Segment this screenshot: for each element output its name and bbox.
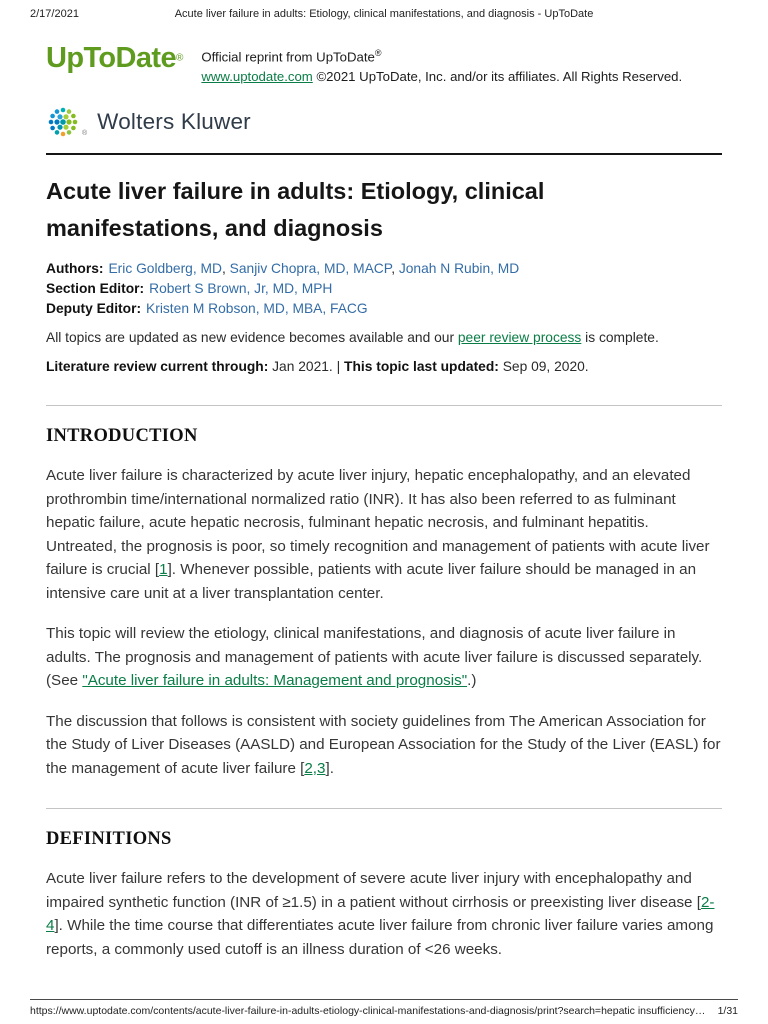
reprint-info [201,40,682,87]
section-divider [46,808,722,809]
article-title: Acute liver failure in adults: Etiology, clinical manifestations, and diagnosis [46,178,545,242]
authors-label: Authors: [46,261,104,277]
deputy-editor-row [46,299,722,319]
section-heading-introduction: INTRODUCTION [46,426,198,447]
update-notice: All topics are updated as new evidence becomes available and our peer review process is complete. [46,330,659,346]
byline [46,259,722,319]
registered-mark: ® [374,48,382,58]
uptodate-logo [46,40,183,75]
site-copyright-line: www.uptodate.com ©2021 UpToDate, Inc. and/or its affiliates. All Rights Reserved. [201,69,683,85]
section-editor-row [46,279,722,299]
section-editor-link [149,281,332,296]
author-link[interactable]: Jonah N Rubin, MD [398,261,520,277]
wolters-kluwer-wordmark: Wolters Kluwer [97,109,251,135]
section-heading-definitions: DEFINITIONS [46,829,172,850]
author-link[interactable]: Robert S Brown, Jr, MD, MPH [149,281,333,297]
section-editor-label: Section Editor: [46,281,145,297]
inline-link[interactable]: peer review process [457,330,582,346]
inline-link[interactable]: 1 [159,561,168,579]
wolters-registered-mark: ® [82,130,88,138]
definitions-paragraph-1: Acute liver failure refers to the development of severe acute liver injury with encephalopathy and impaired synthetic function (INR of ≥1.5) in a patient without cirrhosis or preexisting liver disease [2-4]. While the time course that differentiates acute liver failure from chronic liver failure varies among reports, a commonly used cutoff is an illness duration of <26 weeks. [46,870,715,958]
author-links: Eric Goldberg, MD, Sanjiv Chopra, MD, MACP, Jonah N Rubin, MD [108,261,520,277]
authors-row [46,259,722,279]
footer-url: https://www.uptodate.com/contents/acute-liver-failure-in-adults-etiology-clinical-manifestations-and-diagnosis/print?search=hepatic insufficiency… [30,1005,706,1017]
inline-link[interactable]: www.uptodate.com [201,69,313,85]
deputy-editor-link [146,301,368,316]
browser-print-footer [30,999,738,1017]
print-doc-title: Acute liver failure in adults: Etiology, clinical manifestations, and diagnosis - UpToDate [174,8,594,20]
intro-paragraph-3: The discussion that follows is consistent with society guidelines from The American Association for the Study of Liver Diseases (AASLD) and European Association for the Study of the Liver (EASL) for the management of acute liver failure [2,3]. [46,712,721,777]
inline-link[interactable]: 2,3 [304,759,326,777]
inline-link[interactable]: 2-4 [46,893,715,935]
inline-link[interactable]: "Acute liver failure in adults: Management and prognosis" [82,672,468,690]
wolters-kluwer-icon [46,105,80,139]
masthead-divider [46,153,722,155]
author-link[interactable]: Kristen M Robson, MD, MBA, FACG [146,301,368,317]
registered-mark: ® [176,52,184,64]
bold-label: This topic last updated: [344,359,499,375]
uptodate-logo-text: UpToDate [46,42,176,74]
browser-print-header [30,8,738,24]
literature-review-line: Literature review current through: Jan 2021. | This topic last updated: Sep 09, 2020. [46,359,589,375]
print-date: 2/17/2021 [30,8,79,20]
footer-page-number: 1/31 [717,1005,738,1017]
author-link[interactable]: Eric Goldberg, MD [108,261,222,277]
wolters-kluwer-logo [46,105,722,139]
section-divider [46,405,722,406]
deputy-editor-label: Deputy Editor: [46,301,142,317]
masthead [46,40,722,87]
intro-paragraph-2: This topic will review the etiology, clinical manifestations, and diagnosis of acute liver failure in adults. The prognosis and management of patients with acute liver failure is discussed separately. (See "Acute liver failure in adults: Management and prognosis".) [46,625,703,690]
intro-paragraph-1: Acute liver failure is characterized by acute liver injury, hepatic encephalopathy, and an elevated prothrombin time/international normalized ratio (INR). It has also been referred to as fulminant hepatic failure, acute hepatic necrosis, fulminant hepatic necrosis, and fulminant hepatitis. Untreated, the prognosis is poor, so timely recognition and management of patients with acute liver failure is crucial [1]. Whenever possible, patients with acute liver failure should be managed in an intensive care unit at a liver transplantation center. [46,467,710,602]
official-reprint-line: Official reprint from UpToDate® [201,48,382,65]
bold-label: Literature review current through: [46,359,269,375]
author-link[interactable]: Sanjiv Chopra, MD, MACP [229,261,392,277]
